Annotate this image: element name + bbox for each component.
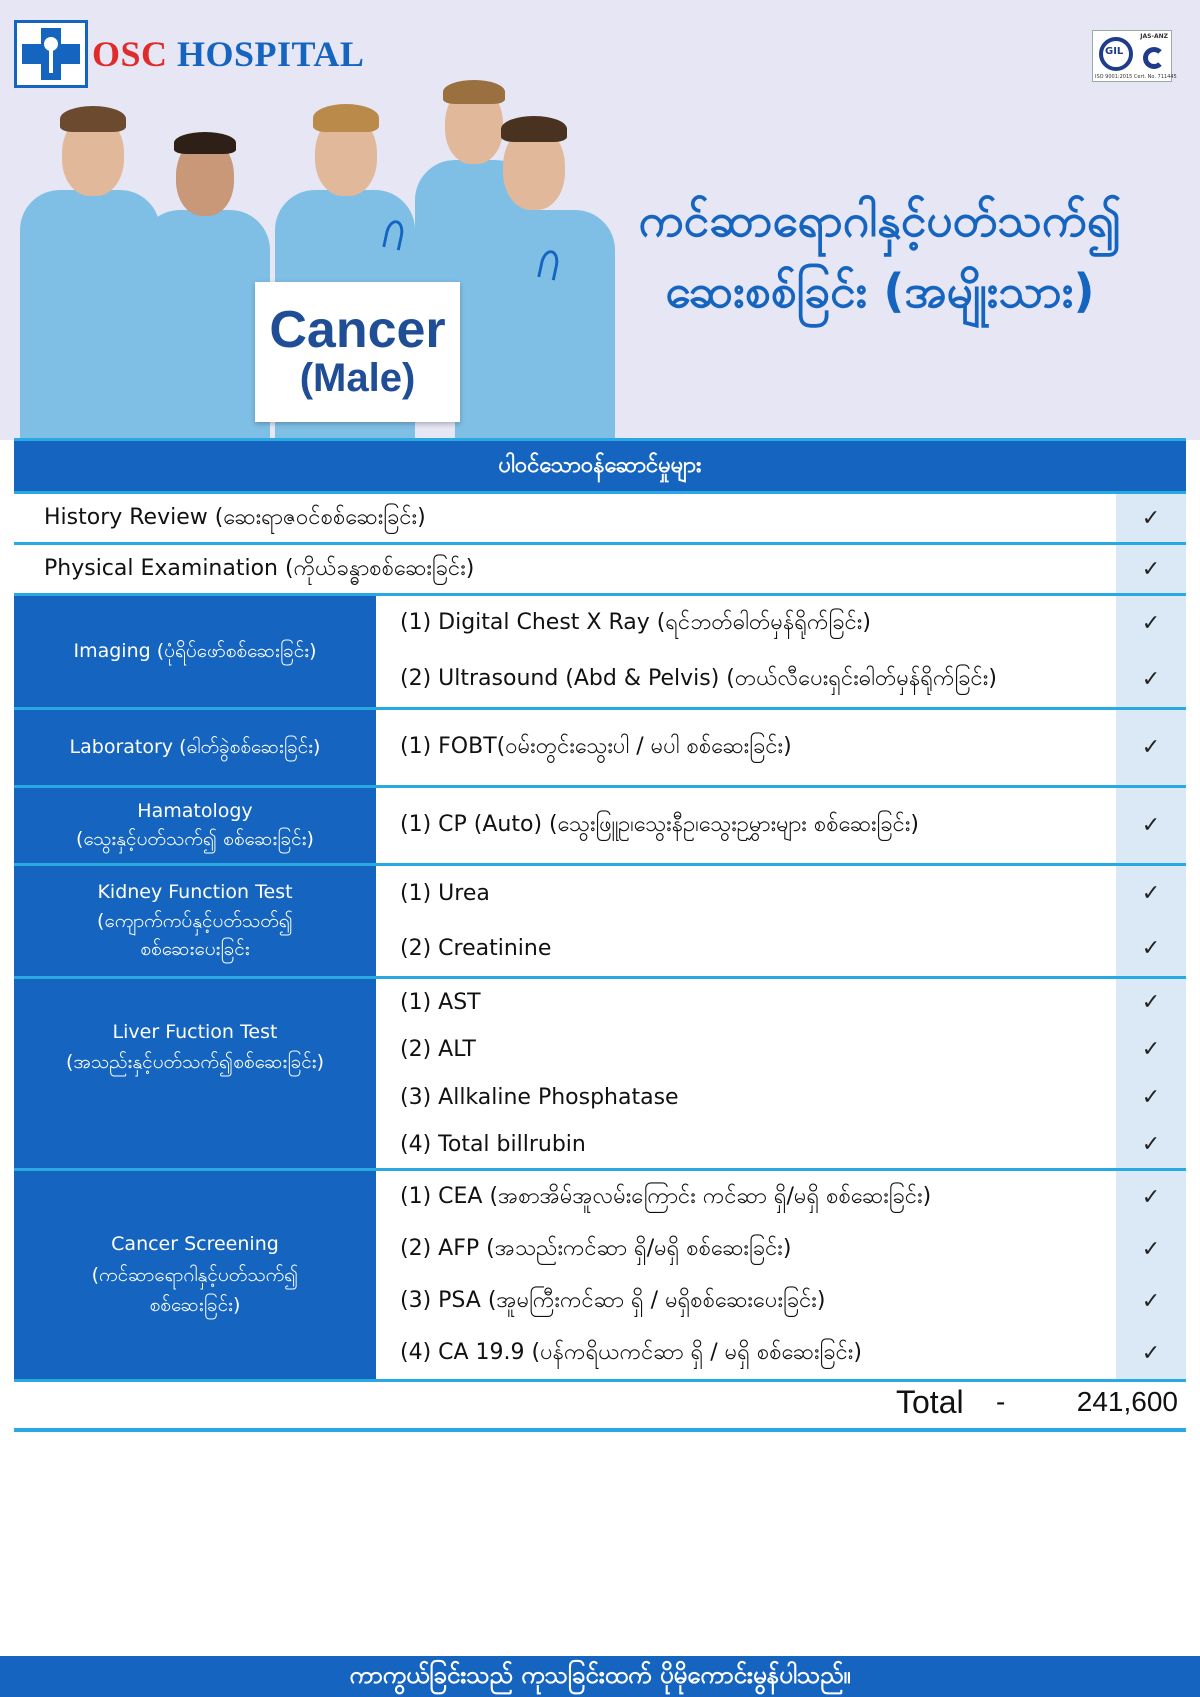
check-icon: ✓ bbox=[1141, 1037, 1161, 1063]
cancer-male-sign bbox=[255, 282, 460, 422]
check-column bbox=[1116, 866, 1186, 976]
check-column bbox=[1116, 710, 1186, 785]
total-dash: - bbox=[996, 1386, 1006, 1417]
header-banner bbox=[0, 0, 1200, 440]
hospital-name-osc: OSC bbox=[92, 34, 168, 74]
sign-line-cancer: Cancer bbox=[269, 301, 446, 359]
check-icon: ✓ bbox=[1141, 1084, 1161, 1110]
hospital-name bbox=[92, 33, 364, 75]
total-label: Total bbox=[896, 1384, 964, 1420]
check-icon: ✓ bbox=[1141, 1236, 1161, 1262]
item-list bbox=[376, 788, 1116, 863]
item-list bbox=[376, 979, 1116, 1168]
check-column bbox=[1116, 596, 1186, 707]
item-list bbox=[376, 866, 1116, 976]
hospital-logo bbox=[14, 20, 364, 88]
cert-mark: GIL bbox=[1105, 46, 1124, 57]
check-column bbox=[1116, 1171, 1186, 1379]
check-column bbox=[1116, 494, 1186, 542]
check-icon: ✓ bbox=[1141, 556, 1161, 582]
service-item: (2) ALT bbox=[400, 1037, 476, 1063]
check-icon: ✓ bbox=[1141, 1184, 1161, 1210]
table-row bbox=[14, 788, 1186, 866]
medical-cross-icon bbox=[14, 20, 88, 88]
check-icon: ✓ bbox=[1141, 666, 1161, 692]
package-title-line2: ဆေးစစ်ခြင်း (အမျိုးသား) bbox=[665, 264, 1095, 319]
category-cancer-screening: Cancer Screening (ကင်ဆာရောဂါနှင့်ပတ်သက်၍ စစ်ဆေးခြင်း) bbox=[14, 1171, 376, 1379]
table-row bbox=[14, 545, 1186, 596]
iso-certification-badge bbox=[1092, 30, 1177, 82]
total-price: 241,600 bbox=[1076, 1386, 1178, 1417]
service-item: (1) Digital Chest X Ray (ရင်ဘတ်ဓါတ်မှန်ရိုက်ခြင်း) bbox=[400, 610, 871, 636]
c-logo-icon bbox=[1143, 47, 1165, 69]
check-icon: ✓ bbox=[1141, 611, 1161, 637]
check-column bbox=[1116, 979, 1186, 1168]
cert-accreditor: JAS-ANZ bbox=[1140, 33, 1168, 40]
check-icon: ✓ bbox=[1141, 1288, 1161, 1314]
check-icon: ✓ bbox=[1141, 505, 1161, 531]
service-item: (1) FOBT(ဝမ်းတွင်းသွေးပါ / မပါ စစ်ဆေးခြင်း) bbox=[400, 734, 792, 759]
service-item: (2) Creatinine bbox=[400, 936, 552, 961]
check-icon: ✓ bbox=[1141, 1340, 1161, 1366]
check-icon: ✓ bbox=[1141, 990, 1161, 1016]
service-item: (2) Ultrasound (Abd & Pelvis) (တယ်လီပေးရှင်းဓါတ်မှန်ရိုက်ခြင်း) bbox=[400, 665, 997, 691]
package-title-line1: ကင်ဆာရောဂါနှင့်ပတ်သက်၍ bbox=[638, 193, 1122, 247]
check-icon: ✓ bbox=[1141, 1131, 1161, 1157]
item-list bbox=[376, 596, 1116, 707]
category-hamatology: Hamatology (သွေးနှင့်ပတ်သက်၍ စစ်ဆေးခြင်း) bbox=[14, 788, 376, 863]
service-item: (1) AST bbox=[400, 990, 481, 1016]
services-table-header: ပါဝင်သောဝန်ဆောင်မှုများ bbox=[14, 438, 1186, 494]
service-item: (4) CA 19.9 (ပန်ကရိယကင်ဆာ ရှိ / မရှိ စစ်ဆေးခြင်း) bbox=[400, 1339, 862, 1365]
category-kidney-function: Kidney Function Test (ကျောက်ကပ်နှင့်ပတ်သတ်၍ စစ်ဆေးပေးခြင်း bbox=[14, 866, 376, 976]
category-liver-function: Liver Fuction Test (အသည်းနှင့်ပတ်သက်၍စစ်ဆေးခြင်း) bbox=[14, 979, 376, 1168]
package-title bbox=[600, 185, 1160, 328]
check-column bbox=[1116, 788, 1186, 863]
check-icon: ✓ bbox=[1141, 881, 1161, 906]
category-laboratory: Laboratory (ဓါတ်ခွဲစစ်ဆေးခြင်း) bbox=[14, 710, 376, 785]
physical-exam-label: Physical Examination (ကိုယ်ခန္ဓာစစ်ဆေးခြင်း) bbox=[44, 555, 475, 581]
cert-number: ISO 9001:2015 Cert. No. 711445 bbox=[1095, 74, 1177, 80]
item-list bbox=[376, 1171, 1116, 1379]
service-item: (3) Allkaline Phosphatase bbox=[400, 1084, 679, 1110]
table-row bbox=[14, 596, 1186, 710]
item-list bbox=[376, 710, 1116, 785]
check-column bbox=[1116, 545, 1186, 593]
promo-photo-people bbox=[0, 80, 640, 440]
check-icon: ✓ bbox=[1141, 813, 1161, 838]
table-row bbox=[14, 866, 1186, 979]
sign-line-male: (Male) bbox=[299, 356, 416, 400]
footer-slogan: ကာကွယ်ခြင်းသည် ကုသခြင်းထက် ပိုမိုကောင်းမွန်ပါသည်။ bbox=[0, 1656, 1200, 1697]
table-row bbox=[14, 710, 1186, 788]
service-item: (4) Total billrubin bbox=[400, 1131, 586, 1157]
history-review-label: History Review (ဆေးရာဇဝင်စစ်ဆေးခြင်း) bbox=[44, 504, 426, 530]
service-item: (3) PSA (အူမကြီးကင်ဆာ ရှိ / မရှိစစ်ဆေးပေးခြင်း) bbox=[400, 1287, 826, 1313]
category-imaging: Imaging (ပုံရိပ်ဖော်စစ်ဆေးခြင်း) bbox=[14, 596, 376, 707]
service-item: (1) Urea bbox=[400, 881, 490, 906]
service-item: (2) AFP (အသည်းကင်ဆာ ရှိ/မရှိ စစ်ဆေးခြင်း) bbox=[400, 1235, 792, 1261]
table-row bbox=[14, 979, 1186, 1171]
table-row bbox=[14, 494, 1186, 545]
service-item: (1) CP (Auto) (သွေးဖြူဥ၊သွေးနီဥ၊သွေးဥမွှားများ စစ်ဆေးခြင်း) bbox=[400, 812, 919, 837]
services-table bbox=[14, 438, 1186, 1382]
total-row bbox=[14, 1380, 1186, 1432]
check-icon: ✓ bbox=[1141, 735, 1161, 760]
check-icon: ✓ bbox=[1141, 936, 1161, 961]
table-row bbox=[14, 1171, 1186, 1382]
service-item: (1) CEA (အစာအိမ်အူလမ်းကြောင်း ကင်ဆာ ရှိ/မရှိ စစ်ဆေးခြင်း) bbox=[400, 1183, 932, 1209]
hospital-name-hospital: HOSPITAL bbox=[177, 34, 365, 74]
